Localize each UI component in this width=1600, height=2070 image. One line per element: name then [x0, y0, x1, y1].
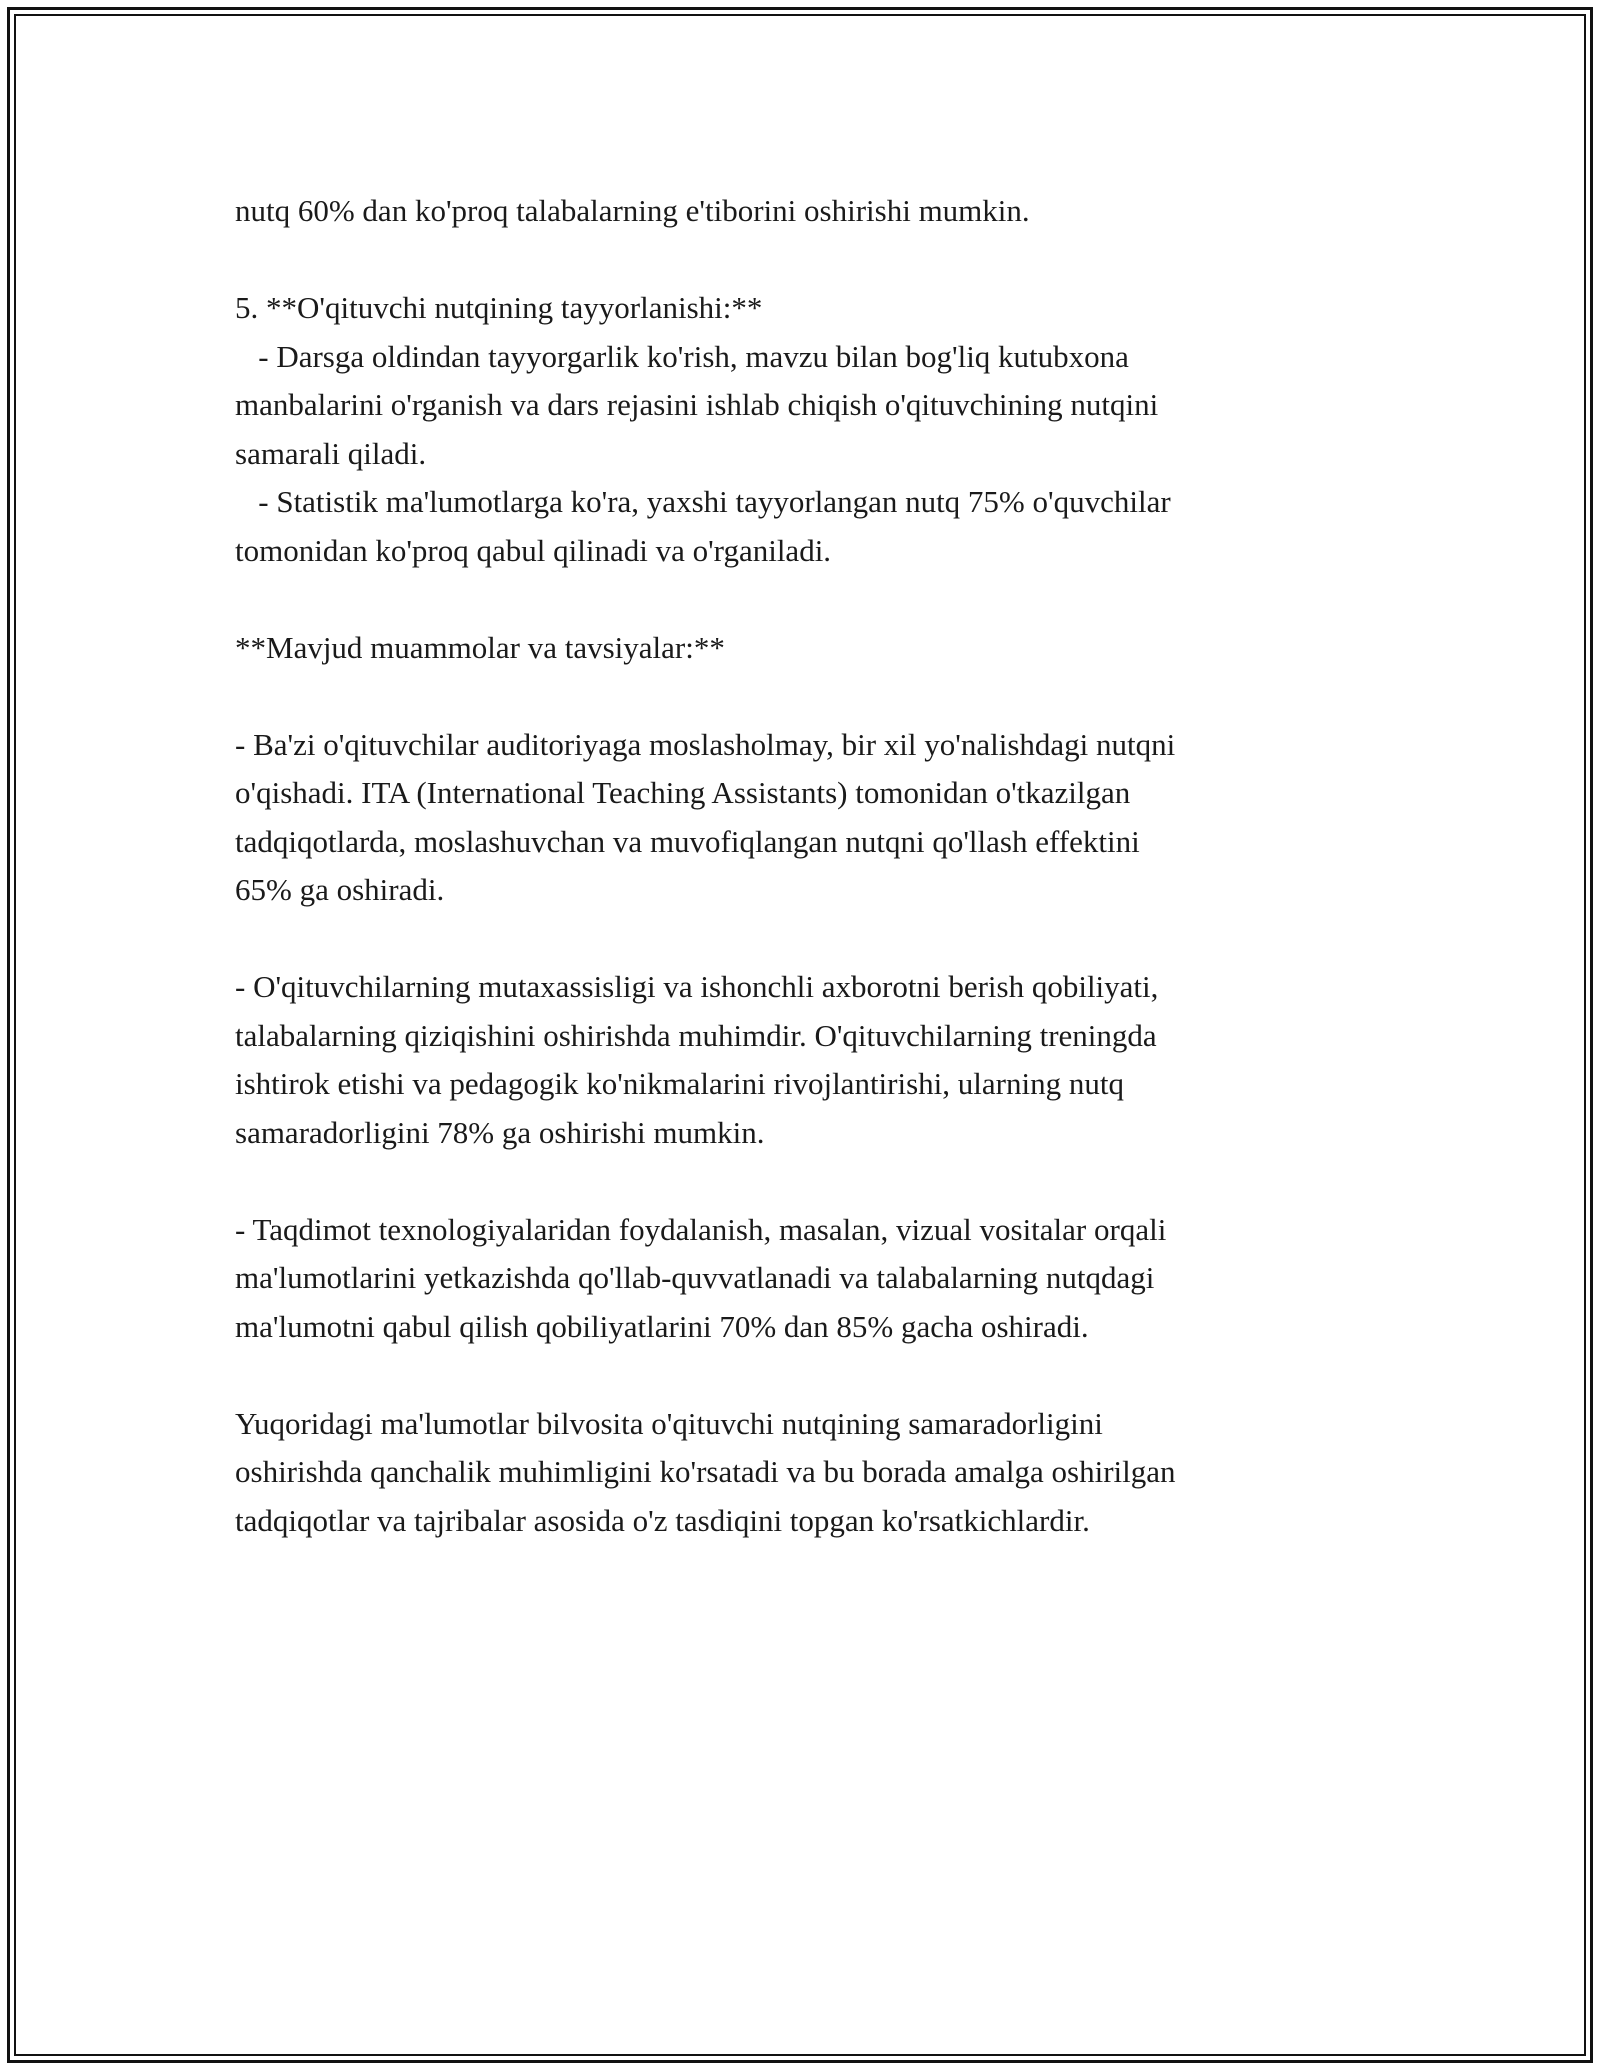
text-line: nutq 60% dan ko'proq talabalarning e'tiborini oshirishi mumkin.: [235, 193, 1030, 228]
text-line: tadqiqotlarda, moslashuvchan va muvofiqlangan nutqni qo'llash effektini: [235, 823, 1140, 859]
text-line: Yuqoridagi ma'lumotlar bilvosita o'qituvchi nutqining samaradorligini: [235, 1405, 1103, 1441]
text-line: ishtirok etishi va pedagogik ko'nikmalarini rivojlantirishi, ularning nutq: [235, 1066, 1124, 1101]
text-line: talabalarning qiziqishini oshirishda muhimdir. O'qituvchilarning treningda: [235, 1017, 1157, 1053]
section-heading: **Mavjud muammolar va tavsiyalar:**: [235, 629, 725, 665]
blank-line: [235, 672, 1375, 721]
text-line: oshirishda qanchalik muhimligini ko'rsatadi va bu borada amalga oshirilgan: [235, 1454, 1176, 1489]
text-line: ma'lumotlarini yetkazishda qo'llab-quvvatlanadi va talabalarning nutqdagi: [235, 1260, 1155, 1295]
text-line: ma'lumotni qabul qilish qobiliyatlarini 70% dan 85% gacha oshiradi.: [235, 1308, 1089, 1344]
text-line: tadqiqotlar va tajribalar asosida o'z tasdiqini topgan ko'rsatkichlardir.: [235, 1502, 1090, 1538]
text-line: o'qishadi. ITA (International Teaching Assistants) tomonidan o'tkazilgan: [235, 775, 1131, 810]
blank-line: [235, 1351, 1375, 1400]
text-line: samaradorligini 78% ga oshirishi mumkin.: [235, 1114, 765, 1150]
text-line: - Ba'zi o'qituvchilar auditoriyaga moslasholmay, bir xil yo'nalishdagi nutqni: [235, 726, 1176, 762]
document-body: [235, 187, 1375, 1545]
text-line: - O'qituvchilarning mutaxassisligi va ishonchli axborotni berish qobiliyati,: [235, 969, 1159, 1004]
section-heading: 5. **O'qituvchi nutqining tayyorlanishi:**: [235, 290, 763, 325]
text-line: - Darsga oldindan tayyorgarlik ko'rish, mavzu bilan bog'liq kutubxona: [235, 338, 1129, 374]
text-line: manbalarini o'rganish va dars rejasini ishlab chiqish o'qituvchining nutqini: [235, 387, 1159, 422]
blank-line: [235, 915, 1375, 964]
blank-line: [235, 575, 1375, 624]
text-line: 65% ga oshiradi.: [235, 872, 445, 907]
blank-line: [235, 236, 1375, 285]
text-line: tomonidan ko'proq qabul qilinadi va o'rganiladi.: [235, 532, 832, 568]
text-line: - Taqdimot texnologiyalaridan foydalanish, masalan, vizual vositalar orqali: [235, 1211, 1167, 1247]
text-line: - Statistik ma'lumotlarga ko'ra, yaxshi tayyorlangan nutq 75% o'quvchilar: [235, 484, 1171, 519]
text-line: samarali qiladi.: [235, 435, 427, 471]
blank-line: [235, 1157, 1375, 1206]
